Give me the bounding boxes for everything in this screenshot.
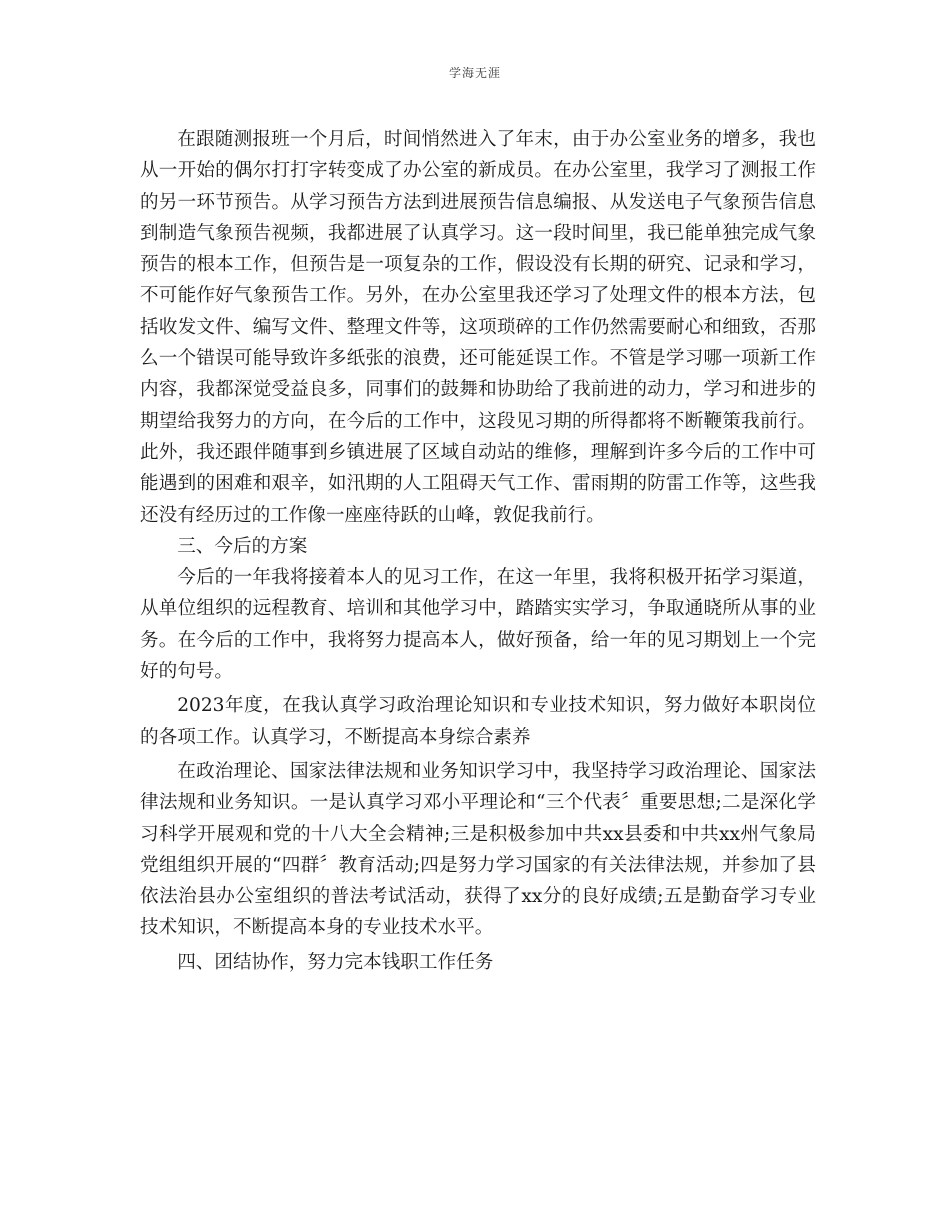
paragraph-political-study: 在政治理论、国家法律法规和业务知识学习中，我坚持学习政治理论、国家法律法规和业务知识。一是认真学习邓小平理论和“三个代表〞重要思想;二是深化学习科学开展观和党的十八大全会精神;三是积极参加中共xx县委和中共xx州气象局党组组织开展的“四群〞教育活动;四是努力学习国家的有关法律法规，并参加了县依法治县办公室组织的普法考试活动，获得了xx分的良好成绩;五是勤奋学习专业技术知识，不断提高本身的专业技术水平。 (140, 760, 816, 939)
section-heading-teamwork: 四、团结协作，努力完本钱职工作任务 (177, 951, 494, 973)
document-body (140, 124, 816, 978)
paragraph-future-plan: 今后的一年我将接着本人的见习工作，在这一年里，我将积极开拓学习渠道，从单位组织的远程教育、培训和其他学习中，踏踏实实学习，争取通晓所从事的业务。在今后的工作中，我将努力提高本人，做好预备，给一年的见习期划上一个完好的句号。 (140, 567, 816, 683)
page-header: 学海无涯 (448, 66, 501, 80)
section-heading-future-plan: 三、今后的方案 (177, 535, 308, 557)
paragraph-annual-summary: 2023年度，在我认真学习政治理论知识和专业技术知识，努力做好本职岗位的各项工作。认真学习，不断提高本身综合素养 (140, 695, 816, 748)
paragraph-internship-office: 在跟随测报班一个月后，时间悄然进入了年末，由于办公室业务的增多，我也从一开始的偶尔打打字转变成了办公室的新成员。在办公室里，我学习了测报工作的另一环节预告。从学习预告方法到进展预告信息编报、从发送电子气象预告信息到制造气象预告视频，我都进展了认真学习。这一段时间里，我已能单独完成气象预告的根本工作，但预告是一项复杂的工作，假设没有长期的研究、记录和学习，不可能作好气象预告工作。另外，在办公室里我还学习了处理文件的根本方法，包括收发文件、编写文件、整理文件等，这项琐碎的工作仍然需要耐心和细致，否那么一个错误可能导致许多纸张的浪费，还可能延误工作。不管是学习哪一项新工作内容，我都深觉受益良多，同事们的鼓舞和协助给了我前进的动力，学习和进步的期望给我努力的方向，在今后的工作中，这段见习期的所得都将不断鞭策我前行。此外，我还跟伴随事到乡镇进展了区域自动站的维修，理解到许多今后的工作中可能遇到的困难和艰辛，如汛期的人工阻碍天气工作、雷雨期的防雷工作等，这些我还没有经历过的工作像一座座待跃的山峰，敦促我前行。 (140, 129, 816, 526)
